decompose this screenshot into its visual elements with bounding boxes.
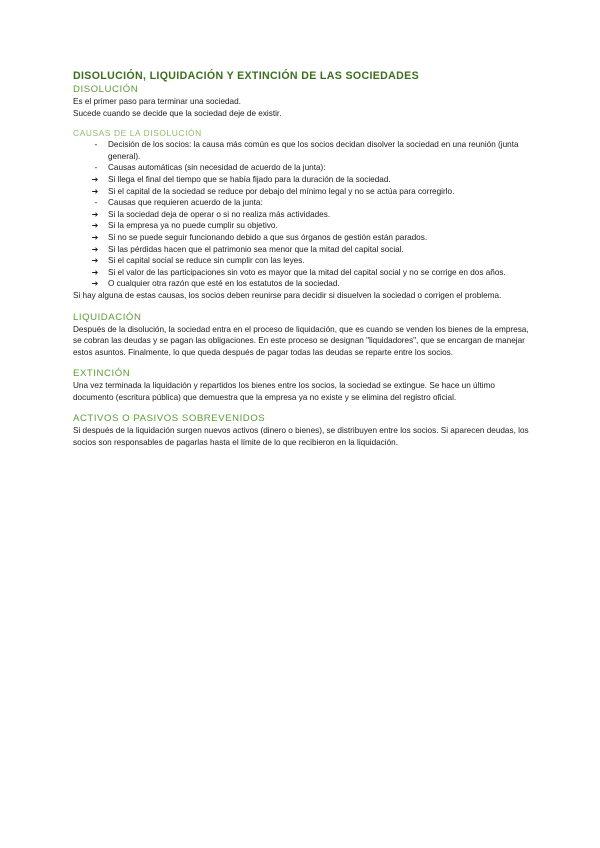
list-item	[73, 197, 534, 209]
list-item-text: Si la sociedad deja de operar o si no realiza más actividades.	[108, 209, 331, 219]
paragraph-line: Sucede cuando se decide que la sociedad deje de existir.	[73, 108, 282, 118]
list-item	[73, 220, 534, 232]
arrow-bullet-icon: ➔	[91, 221, 99, 231]
arrow-bullet-icon: ➔	[91, 279, 99, 289]
dash-bullet-icon: -	[94, 163, 98, 173]
causas-closing: Si hay alguna de estas causas, los socios deben reunirse para decidir si disuelven la sociedad o corrigen el problema.	[73, 290, 502, 300]
section-causas	[73, 128, 534, 301]
list-item-text: Causas que requieren acuerdo de la junta:	[108, 198, 263, 208]
document-title: DISOLUCIÓN, LIQUIDACIÓN Y EXTINCIÓN DE LAS SOCIEDADES	[73, 70, 420, 82]
list-item-text: Si el capital social se reduce sin cumplir con las leyes.	[108, 256, 305, 266]
paragraph-line: Es el primer paso para terminar una sociedad.	[73, 97, 241, 106]
section-extincion	[73, 368, 534, 403]
section-disolucion	[73, 84, 534, 119]
list-item-text: O cualquier otra razón que esté en los estatutos de la sociedad.	[108, 279, 340, 289]
list-item-text: Si la empresa ya no puede cumplir su objetivo.	[108, 221, 278, 231]
list-item-text: Causas automáticas (sin necesidad de acuerdo de la junta):	[108, 163, 326, 173]
arrow-bullet-icon: ➔	[91, 209, 99, 219]
dash-bullet-icon: -	[94, 198, 98, 208]
arrow-bullet-icon: ➔	[91, 256, 99, 266]
list-item-text: Si el valor de las participaciones sin voto es mayor que la mitad del capital social y no se corrige en dos años.	[108, 267, 506, 277]
list-item-text: Si el capital de la sociedad se reduce por debajo del mínimo legal y no se actúa para corregirlo.	[108, 186, 455, 196]
paragraph-liquidacion: Después de la disolución, la sociedad entra en el proceso de liquidación, que es cuando se venden los bienes de la empresa, se cobran las deudas y se pagan las obligaciones. En este proceso se designan "liquidadores", que se encargan de manejar estos asuntos. Finalmente, lo que queda después de pagar todas las deudas se reparte entre los socios.	[73, 324, 529, 357]
arrow-bullet-icon: ➔	[91, 174, 99, 184]
section-activos	[73, 413, 534, 448]
list-item-text: Si las pérdidas hacen que el patrimonio sea menor que la mitad del capital social.	[108, 244, 404, 254]
list-item	[73, 267, 534, 279]
list-item	[73, 232, 534, 244]
causas-list	[73, 139, 534, 290]
arrow-bullet-icon: ➔	[91, 232, 99, 242]
paragraph-activos: Si después de la liquidación surgen nuevos activos (dinero o bienes), se distribuyen entre los socios. Si aparecen deudas, los socios son responsables de pagarlas hasta el límite de lo que recibieron en la liquidación.	[73, 426, 529, 448]
list-item-text: Si no se puede seguir funcionando debido a que sus órganos de gestión están parados.	[108, 232, 428, 242]
list-item-text: Decisión de los socios: la causa más común es que los socios decidan disolver la sociedad en una reunión (junta general).	[108, 140, 519, 161]
list-item	[73, 255, 534, 267]
list-item-text: Si llega el final del tiempo que se había fijado para la duración de la sociedad.	[108, 174, 391, 184]
heading-activos: ACTIVOS O PASIVOS SOBREVENIDOS	[73, 413, 266, 425]
paragraph-extincion: Una vez terminada la liquidación y repartidos los bienes entre los socios, la sociedad se extingue. Se hace un último documento (escritura pública) que demuestra que la empresa ya no existe y se elimina del registro oficial.	[73, 381, 495, 402]
heading-liquidacion: LIQUIDACIÓN	[73, 311, 142, 323]
arrow-bullet-icon: ➔	[91, 267, 99, 277]
list-item	[73, 244, 534, 256]
arrow-bullet-icon: ➔	[91, 186, 99, 196]
heading-extincion: EXTINCIÓN	[73, 368, 131, 380]
list-item	[73, 139, 534, 162]
heading-causas: CAUSAS DE LA DISOLUCIÓN	[73, 128, 202, 139]
list-item	[73, 278, 534, 290]
list-item	[73, 162, 534, 174]
heading-disolucion: DISOLUCIÓN	[73, 84, 139, 95]
list-item	[73, 186, 534, 198]
section-liquidacion	[73, 312, 534, 359]
dash-bullet-icon: -	[94, 140, 98, 150]
arrow-bullet-icon: ➔	[91, 244, 99, 254]
list-item	[73, 209, 534, 221]
list-item	[73, 174, 534, 186]
